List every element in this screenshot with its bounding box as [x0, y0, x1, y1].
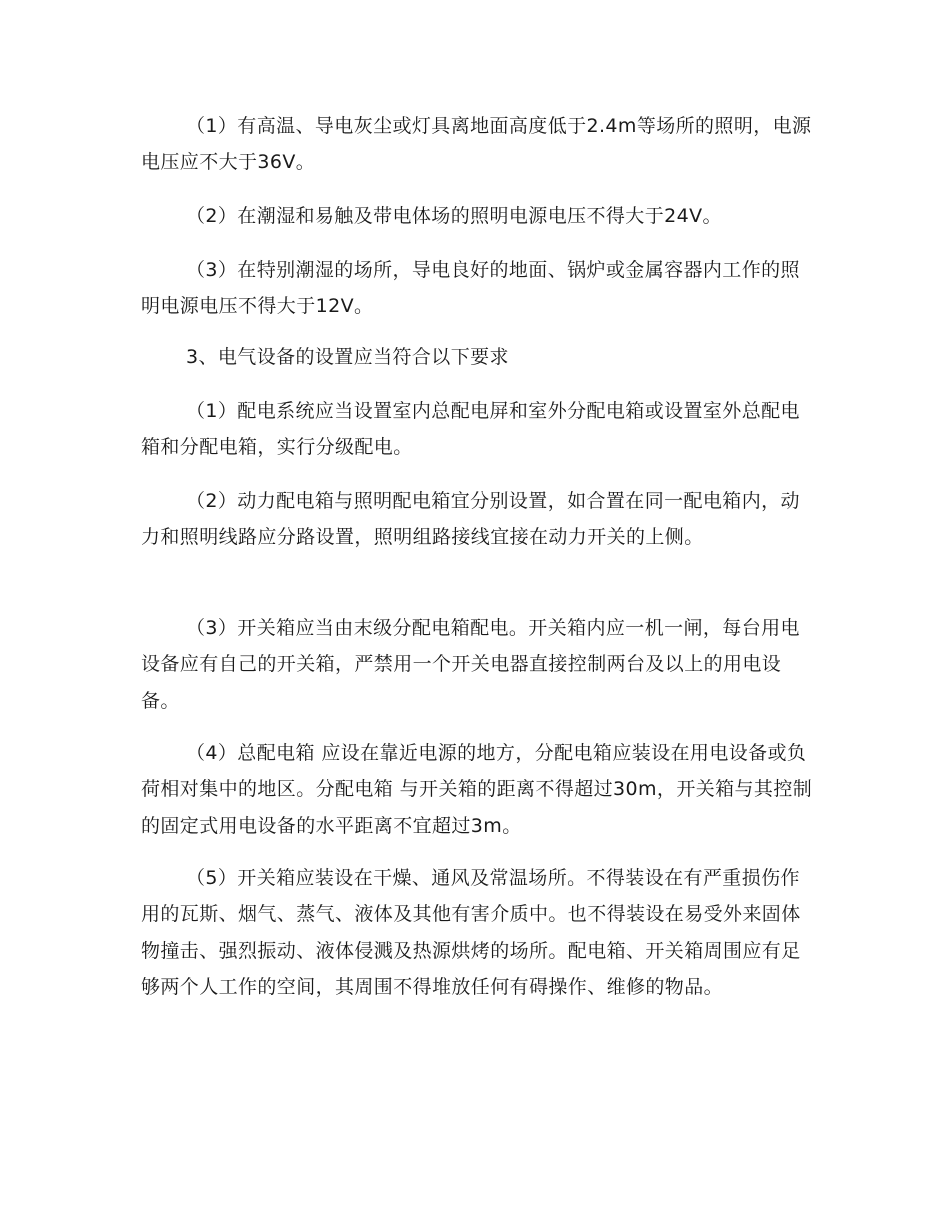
paragraph-lighting-voltage-36v: （1）有高温、导电灰尘或灯具离地面高度低于2.4m等场所的照明，电源电压应不大于36V。 — [141, 115, 812, 174]
paragraph-power-lighting-boxes: （2）动力配电箱与照明配电箱宜分别设置，如合置在同一配电箱内，动力和照明线路应分路设置，照明组路接线宜接在动力开关的上侧。 — [141, 490, 800, 549]
paragraph-switch-box-supply: （3）开关箱应当由末级分配电箱配电。开关箱内应一机一闸，每台用电设备应有自己的开关箱，严禁用一个开关电器直接控制两台及以上的用电设备。 — [141, 617, 800, 712]
paragraph-lighting-voltage-24v: （2）在潮湿和易触及带电体场的照明电源电压不得大于24V。 — [186, 205, 722, 227]
paragraph-distribution-system: （1）配电系统应当设置室内总配电屏和室外分配电箱或设置室外总配电箱和分配电箱，实行分级配电。 — [141, 400, 800, 459]
paragraph-box-placement-distance: （4）总配电箱 应设在靠近电源的地方，分配电箱应装设在用电设备或负荷相对集中的地区。分配电箱 与开关箱的距离不得超过30m，开关箱与其控制的固定式用电设备的水平距离不宜超过3m。 — [141, 742, 813, 837]
paragraph-lighting-voltage-12v: （3）在特别潮湿的场所，导电良好的地面、锅炉或金属容器内工作的照明电源电压不得大于12V。 — [141, 259, 800, 318]
paragraph-switch-box-environment: （5）开关箱应装设在干燥、通风及常温场所。不得装设在有严重损伤作用的瓦斯、烟气、蒸气、液体及其他有害介质中。也不得装设在易受外来固体物撞击、强烈振动、液体侵溅及热源烘烤的场所。配电箱、开关箱周围应有足够两个人工作的空间，其周围不得堆放任何有碍操作、维修的物品。 — [141, 867, 801, 999]
section-heading-equipment-setup: 3、电气设备的设置应当符合以下要求 — [186, 346, 509, 368]
